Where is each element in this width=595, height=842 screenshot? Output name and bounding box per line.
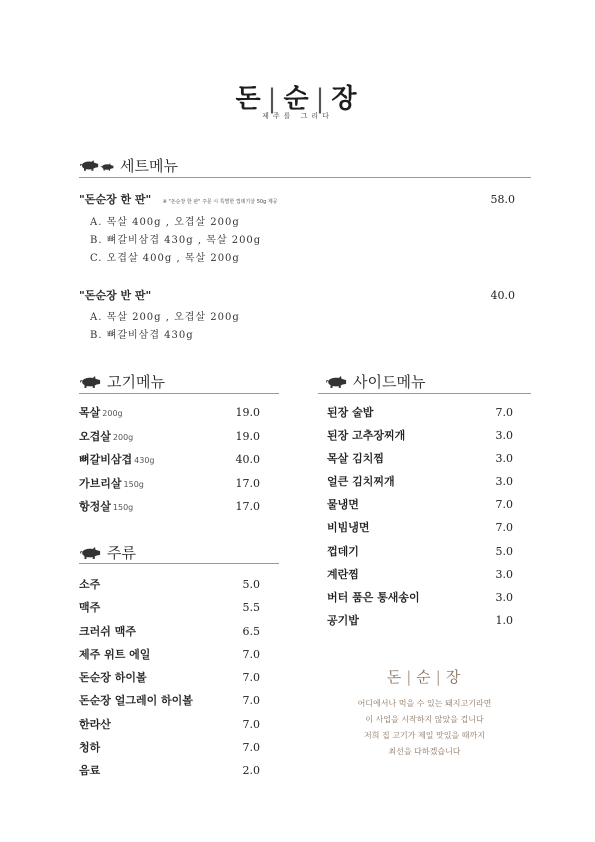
menu-item-name: 크러쉬 맥주 [79, 624, 136, 638]
menu-item-name: 음료 [79, 764, 101, 778]
set-item-name: "돈순장 한 판" [79, 193, 152, 206]
menu-item-price: 7.0 [242, 741, 260, 755]
menu-item-price: 19.0 [235, 429, 260, 443]
menu-item [79, 739, 260, 762]
menu-item-name: 한라산 [79, 717, 111, 731]
menu-item-name: 껍데기 [327, 544, 359, 558]
footer-brand-separator: | [406, 668, 414, 686]
menu-item-price: 3.0 [495, 429, 513, 443]
menu-item-price: 7.0 [242, 671, 260, 685]
meat-menu-heading [79, 371, 165, 392]
menu-item-name: 공기밥 [327, 613, 359, 627]
set-menu-divider [79, 177, 531, 178]
menu-item-name: 계란찜 [327, 567, 359, 581]
set-item-price: 40.0 [490, 289, 515, 302]
pig-icon [325, 376, 347, 388]
drinks-divider [79, 563, 279, 564]
set-menu-heading [79, 155, 178, 176]
footer-brand-separator: | [435, 668, 443, 686]
menu-item-name: 돈순장 하이볼 [79, 671, 147, 685]
set-option: B. 뼈갈비삼겹 430g [90, 330, 194, 341]
menu-item [79, 692, 260, 715]
menu-item [79, 716, 260, 739]
menu-item-name: 얼큰 김치찌개 [327, 475, 395, 489]
menu-item-name: 돈순장 얼그레이 하이볼 [79, 694, 193, 708]
meat-menu-divider [79, 393, 279, 394]
menu-item-price: 3.0 [495, 475, 513, 489]
menu-item-price: 17.0 [235, 500, 260, 513]
footer-brand-char-3: 장 [445, 668, 463, 686]
footer-message [318, 696, 531, 760]
brand-char-3: 장 [331, 84, 360, 114]
menu-item-price: 7.0 [242, 694, 260, 708]
set-option: A. 목살 200g , 오겹살 200g [90, 312, 240, 323]
menu-item-weight: 200g [112, 432, 134, 442]
menu-item-price: 3.0 [495, 452, 513, 466]
meat-menu-list [79, 404, 260, 522]
menu-item-price: 17.0 [235, 476, 260, 490]
menu-item [79, 623, 260, 646]
menu-item-price: 5.5 [242, 601, 260, 615]
menu-item [327, 427, 513, 450]
menu-item-name: 비빔냉면 [327, 521, 370, 535]
menu-item [79, 762, 260, 785]
menu-item-price: 40.0 [235, 453, 260, 466]
menu-item [327, 519, 513, 542]
set-option: B. 뼈갈비삼겹 430g , 목살 200g [90, 235, 262, 246]
brand-char-2: 순 [283, 84, 312, 114]
menu-item-price: 6.5 [242, 624, 260, 638]
menu-item-name: 물냉면 [327, 498, 359, 512]
pig-icon [79, 160, 114, 171]
menu-item-name: 된장 술밥 [327, 406, 374, 419]
menu-item [79, 576, 260, 599]
meat-menu-title: 고기메뉴 [107, 373, 165, 391]
set-option: A. 목살 400g , 오겹살 200g [90, 217, 240, 228]
menu-item-name: 소주 [79, 578, 101, 591]
menu-item [79, 475, 260, 499]
footer-line: 최선을 다하겠습니다 [388, 747, 461, 756]
menu-item [79, 428, 260, 452]
set-item-1 [79, 191, 515, 207]
set-item-2 [79, 287, 515, 303]
footer-line: 어디에서나 먹을 수 있는 돼지고기라면 [357, 699, 492, 708]
side-menu-divider [318, 393, 531, 394]
menu-item [79, 451, 260, 475]
menu-item [327, 612, 513, 635]
brand-tagline: 제주를 그리다 [262, 112, 333, 120]
menu-item [79, 599, 260, 622]
side-menu-heading [325, 371, 425, 392]
menu-item-name: 가브리살 [79, 476, 122, 490]
menu-item-weight: 200g [102, 409, 123, 418]
menu-item-price: 3.0 [495, 567, 513, 581]
menu-item [327, 450, 513, 473]
footer-brand-char-1: 돈 [386, 668, 404, 686]
brand-separator: | [315, 84, 328, 114]
menu-item-weight: 430g [134, 456, 155, 465]
menu-item [79, 404, 260, 428]
pig-icon [79, 376, 101, 388]
menu-item [327, 589, 513, 612]
menu-item-name: 오겹살 [79, 429, 111, 443]
footer-line: 이 사업을 시작하지 않았을 겁니다 [365, 715, 484, 724]
set-menu-title: 세트메뉴 [120, 157, 178, 175]
menu-item [327, 404, 513, 427]
menu-item [79, 646, 260, 669]
drinks-title: 주류 [107, 544, 136, 562]
set-item-name: "돈순장 반 판" [79, 289, 152, 302]
menu-item [327, 566, 513, 589]
menu-item-name: 뼈갈비삼겹 [79, 453, 133, 466]
menu-item-price: 7.0 [495, 498, 513, 512]
menu-item-weight: 150g [123, 479, 144, 489]
menu-item-name: 제주 위트 에일 [79, 647, 151, 661]
menu-item-price: 5.0 [495, 544, 513, 558]
menu-item-name: 버터 품은 통새송이 [327, 590, 420, 604]
set-item-price: 58.0 [490, 193, 515, 206]
menu-item-price: 3.0 [495, 590, 513, 604]
menu-item-name: 항정살 [79, 500, 111, 513]
drinks-heading [79, 542, 136, 563]
menu-item-name: 맥주 [79, 601, 101, 615]
menu-item [327, 496, 513, 519]
menu-item-name: 청하 [79, 741, 101, 755]
menu-item-name: 목살 김치찜 [327, 452, 384, 466]
menu-item-price: 7.0 [495, 406, 513, 419]
footer-line: 저희 집 고기가 제일 맛있을 때까지 [364, 731, 485, 740]
pig-icon [79, 547, 101, 559]
footer-brand [318, 666, 531, 687]
brand-separator: | [267, 84, 280, 114]
menu-item-price: 7.0 [242, 717, 260, 731]
menu-item [327, 473, 513, 496]
footer-brand-char-2: 순 [416, 668, 433, 686]
brand-logo [0, 78, 595, 115]
side-menu-list [327, 404, 513, 635]
menu-item-price: 7.0 [242, 647, 260, 661]
set-option: C. 오겹살 400g , 목살 200g [90, 253, 240, 264]
menu-item [79, 669, 260, 692]
menu-item-name: 된장 고추장찌개 [327, 429, 406, 443]
menu-item-price: 2.0 [242, 764, 260, 778]
menu-item-price: 5.0 [242, 578, 260, 591]
menu-item-name: 목살 [79, 406, 101, 419]
menu-item [327, 543, 513, 566]
drinks-list [79, 576, 260, 786]
menu-item-weight: 150g [112, 503, 134, 512]
side-menu-title: 사이드메뉴 [353, 373, 426, 391]
menu-item-price: 1.0 [495, 613, 513, 627]
menu-item [79, 498, 260, 522]
menu-item-price: 7.0 [495, 521, 513, 535]
set-item-note: ※ "돈순장 한 판" 주문 시 특별한 껍데기살 50g 제공 [162, 199, 278, 205]
menu-item-price: 19.0 [235, 406, 260, 419]
brand-char-1: 돈 [235, 84, 264, 114]
